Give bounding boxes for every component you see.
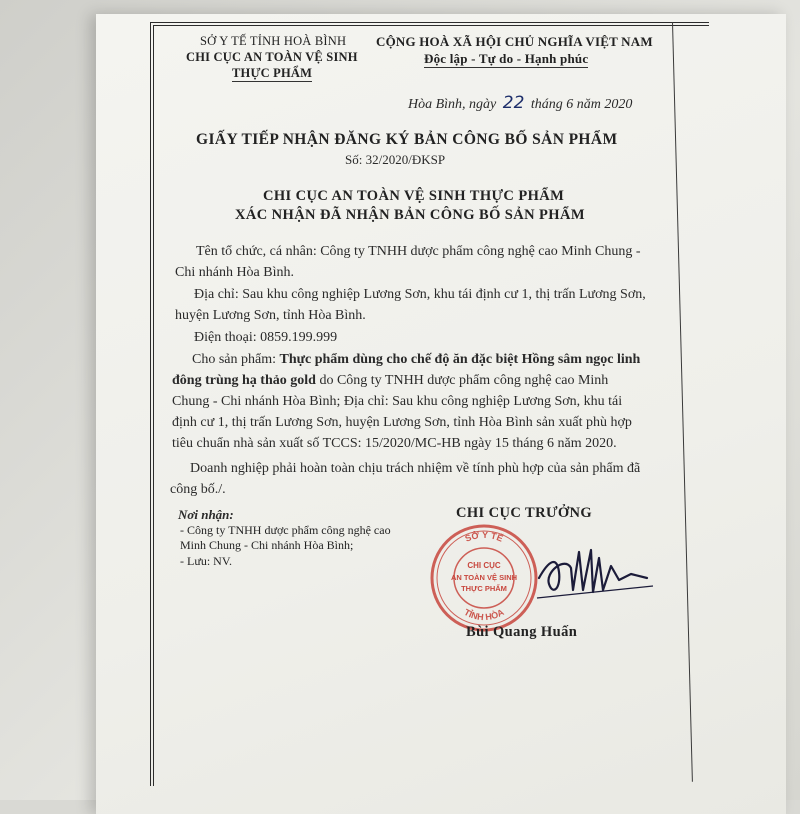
- recipient-item-1a: - Công ty TNHH dược phẩm công nghệ cao: [180, 523, 391, 537]
- product-line-2-rest: do Công ty TNHH dược phẩm công nghệ cao Minh: [315, 373, 609, 388]
- product-prefix: Cho sản phẩm:: [192, 352, 280, 367]
- date-line: [408, 93, 632, 113]
- recipient-item-1b: Minh Chung - Chi nhánh Hòa Bình;: [180, 538, 354, 552]
- stamp-center-3: THỰC PHẨM: [461, 584, 507, 593]
- recipient-item-2: - Lưu: NV.: [180, 554, 232, 568]
- date-prefix: Hòa Bình, ngày: [408, 97, 497, 112]
- header-agency: CHI CỤC AN TOÀN VỆ SINH: [186, 50, 358, 64]
- svg-text:SỞ Y TẾ: [464, 529, 505, 544]
- header-agency-cont: THỰC PHẨM: [232, 66, 313, 80]
- authority-line-2: XÁC NHẬN ĐÃ NHẬN BẢN CÔNG BỐ SẢN PHẨM: [235, 207, 585, 223]
- stamp-center-2: AN TOÀN VỆ SINH: [450, 573, 518, 582]
- header-motto: Độc lập - Tự do - Hạnh phúc: [424, 51, 589, 66]
- responsibility-line-1: Doanh nghiệp phải hoàn toàn chịu trách nhiệm về tính phù hợp của sản phẩm đã: [190, 461, 641, 476]
- product-line-5: tiêu chuẩn nhà sản xuất số TCCS: 15/2020/MC-HB ngày 15 tháng 6 năm 2020.: [172, 436, 617, 451]
- document-number: Số: 32/2020/ĐKSP: [345, 152, 446, 167]
- handwritten-signature: [535, 538, 655, 608]
- product-line-4: định cư 1, thị trấn Lương Sơn, huyện Lương Sơn, tỉnh Hòa Bình sản xuất phù hợp: [172, 415, 632, 430]
- signer-name: Bùi Quang Huấn: [466, 624, 578, 640]
- recipients-heading: Nơi nhận:: [178, 507, 234, 522]
- date-suffix: tháng 6 năm 2020: [530, 97, 633, 112]
- authority-line-1: CHI CỤC AN TOÀN VỆ SINH THỰC PHẨM: [263, 188, 565, 204]
- header-department: SỞ Y TẾ TỈNH HOÀ BÌNH: [200, 34, 347, 48]
- address-line-1: Địa chỉ: Sau khu công nghiệp Lương Sơn, khu tái định cư 1, thị trấn Lương Sơn,: [194, 287, 646, 302]
- responsibility-line-2: công bố./.: [170, 482, 226, 497]
- stamp-ring-bottom: TỈNH HÒA: [462, 606, 506, 623]
- signer-title: CHI CỤC TRƯỞNG: [456, 505, 593, 521]
- date-day: 22: [502, 93, 525, 113]
- org-line-2: Chi nhánh Hòa Bình.: [175, 265, 294, 280]
- stamp-ring-top: SỞ Y TẾ: [463, 529, 505, 544]
- header-country: CỘNG HOÀ XÃ HỘI CHỦ NGHĨA VIỆT NAM: [376, 34, 653, 49]
- product-line-3: Chung - Chi nhánh Hòa Bình; Địa chỉ: Sau khu công nghiệp Lương Sơn, khu tái: [172, 394, 623, 409]
- org-line-1: Tên tổ chức, cá nhân: Công ty TNHH dược phẩm công nghệ cao Minh Chung -: [196, 244, 641, 259]
- phone-line: Điện thoại: 0859.199.999: [194, 330, 338, 345]
- product-name-1: Thực phẩm dùng cho chế độ ăn đặc biệt Hồng sâm ngọc linh: [279, 352, 641, 367]
- product-line-1: [192, 352, 640, 368]
- product-line-2: [172, 373, 608, 389]
- official-seal-stamp: [428, 522, 540, 634]
- address-line-2: huyện Lương Sơn, tỉnh Hòa Bình.: [175, 308, 366, 323]
- stamp-center-1: CHI CỤC: [467, 561, 501, 570]
- product-name-2: đông trùng hạ thảo gold: [172, 373, 316, 388]
- page-title: GIẤY TIẾP NHẬN ĐĂNG KÝ BẢN CÔNG BỐ SẢN PHẨM: [196, 131, 618, 148]
- svg-text:TỈNH HÒA: [462, 607, 506, 622]
